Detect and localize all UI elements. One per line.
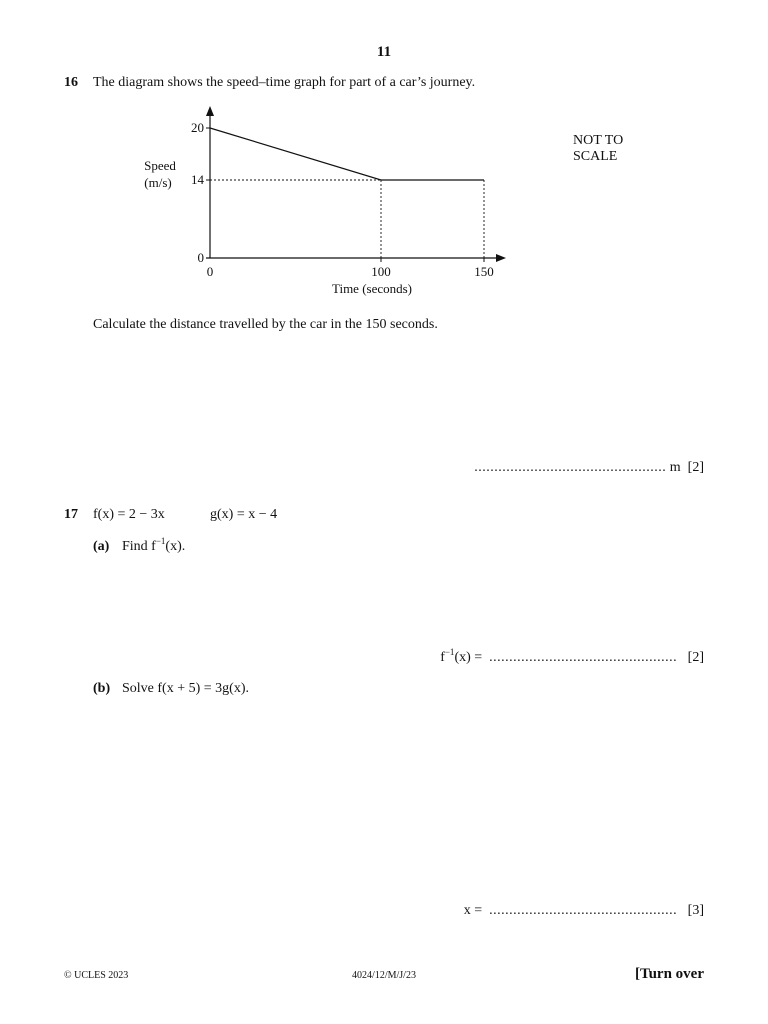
part-a-inverse-sup: −1 [155,536,166,546]
speed-time-graph [130,100,530,300]
part-a-answer-line [440,647,704,666]
answer-unit: m [669,460,681,475]
answer-dots: ................................................ [474,460,667,475]
question-16-text: The diagram shows the speed–time graph for part of a car’s journey. [93,75,476,90]
part-a-text-suffix: (x). [165,539,186,554]
question-17-number: 17 [64,507,78,522]
x-axis-label: Time (seconds) [331,281,413,296]
part-a-answer-dots: ............................................... [489,650,678,665]
not-to-scale-line1: NOT TO [573,133,624,148]
part-b-marks: [3] [687,903,704,918]
y-axis-label-line2: (m/s) [144,175,172,190]
g-definition: g(x) = x − 4 [210,507,278,522]
part-a-text-prefix: Find f [122,539,156,554]
part-b-label: (b) [93,681,111,696]
part-a-text [122,536,186,555]
part-a-marks: [2] [687,650,704,665]
part-b-answer-line [464,903,704,919]
x-tick-label-100: 100 [371,264,391,279]
turn-over: [Turn over [634,966,704,982]
footer-copyright: © UCLES 2023 [64,970,129,981]
y-tick-label-0: 0 [197,250,204,265]
y-tick-label-14: 14 [191,172,204,187]
question-16-prompt: Calculate the distance travelled by the car in the 150 seconds. [93,317,438,332]
y-tick-label-20: 20 [191,120,204,135]
x-tick-label-150: 150 [474,264,494,279]
speed-line [210,128,484,180]
question-16-answer-line [474,460,704,476]
part-b-text: Solve f(x + 5) = 3g(x). [122,681,249,696]
page-number: 11 [376,44,392,60]
footer-code: 4024/12/M/J/23 [352,970,416,981]
marks: [2] [687,460,704,475]
part-a-answer-prefix: f [440,650,445,665]
f-definition: f(x) = 2 − 3x [93,507,165,522]
x-tick-label-0: 0 [206,264,214,279]
question-16-number: 16 [64,75,78,90]
not-to-scale-note [573,133,623,165]
part-a-answer-suffix: (x) = [454,650,483,665]
y-axis-arrow [206,106,214,116]
part-a-answer-sup: −1 [444,647,455,657]
not-to-scale-line2: SCALE [573,149,618,164]
part-b-answer-prefix: x = [463,903,483,918]
part-b-answer-dots: ............................................... [489,903,678,918]
y-axis-label-line1: Speed [144,158,176,173]
part-a-label: (a) [93,539,110,554]
x-axis-arrow [496,254,506,262]
